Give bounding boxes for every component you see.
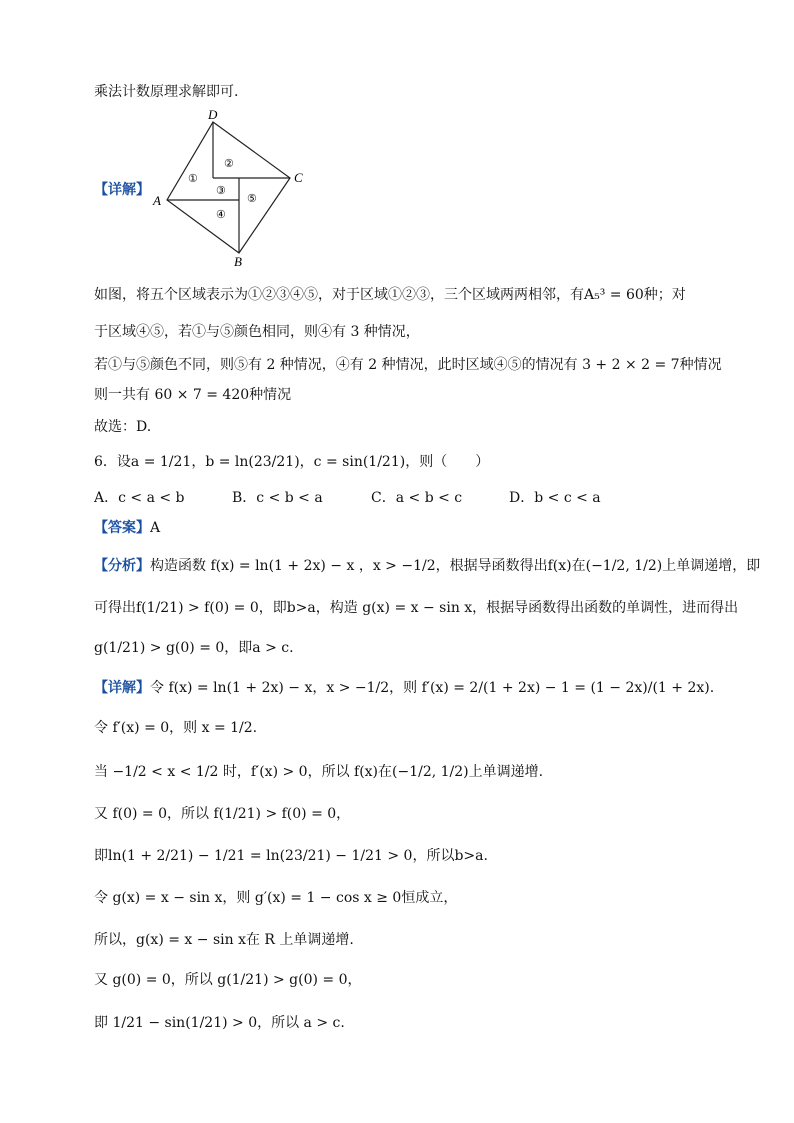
detail2-line-1	[94, 678, 714, 698]
detail-line-5: 故选：D.	[94, 419, 152, 435]
answer-value: A	[150, 520, 161, 536]
analysis-line-3: g(1/21) > g(0) = 0，即a > c.	[94, 640, 294, 656]
detail2-line-3: 当 −1/2 < x < 1/2 时，f′(x) > 0，所以 f(x)在(−1/2, 1/2)上单调递增.	[94, 764, 544, 780]
analysis-text-1: 构造函数 f(x) = ln(1 + 2x) − x ，x > −1/2，根据导函数得出f(x)在(−1/2, 1/2)上单调递增，即	[150, 558, 761, 574]
option-b: B．c < b < a	[232, 490, 323, 506]
answer-label: 【答案】	[94, 520, 150, 536]
detail2-line-2: 令 f′(x) = 0，则 x = 1/2.	[94, 720, 258, 736]
region-label-5: ⑤	[247, 193, 257, 205]
detail2-line-9: 即 1/21 − sin(1/21) > 0，所以 a > c.	[94, 1015, 345, 1031]
square-region-figure	[150, 110, 310, 270]
detail2-line-6: 令 g(x) = x − sin x，则 g′(x) = 1 − cos x ≥ 0恒成立，	[94, 890, 458, 906]
intro-text: 乘法计数原理求解即可.	[94, 84, 239, 100]
detail2-line-7: 所以，g(x) = x − sin x在 R 上单调递增.	[94, 932, 354, 948]
detail2-line-8: 又 g(0) = 0，所以 g(1/21) > g(0) = 0，	[94, 972, 362, 988]
detail-line-4: 则一共有 60 × 7 = 420种情况	[94, 387, 292, 403]
vertex-label-d: D	[208, 110, 218, 122]
detail-label: 【详解】	[94, 182, 150, 198]
vertex-label-b: B	[234, 254, 242, 269]
analysis-line-2: 可得出f(1/21) > f(0) = 0，即b>a，构造 g(x) = x − sin x，根据导函数得出函数的单调性，进而得出	[94, 600, 739, 616]
vertex-label-a: A	[153, 193, 161, 208]
region-label-4: ④	[216, 209, 226, 221]
analysis-label: 【分析】	[94, 558, 150, 574]
analysis-line-1	[94, 556, 760, 576]
vertex-label-c: C	[294, 170, 303, 185]
detail-line-3: 若①与⑤颜色不同，则⑤有 2 种情况，④有 2 种情况，此时区域④⑤的情况有 3 + 2 × 2 = 7种情况	[94, 357, 722, 373]
detail-line-2: 于区域④⑤，若①与⑤颜色相同，则④有 3 种情况，	[94, 324, 420, 340]
detail2-text-1: 令 f(x) = ln(1 + 2x) − x，x > −1/2，则 f′(x) = 2/(1 + 2x) − 1 = (1 − 2x)/(1 + 2x).	[150, 680, 715, 696]
detail-line-1: 如图，将五个区域表示为①②③④⑤，对于区域①②③，三个区域两两相邻，有A₅³ = 60种；对	[94, 287, 686, 303]
option-c: C．a < b < c	[371, 490, 463, 506]
option-a: A．c < a < b	[94, 490, 185, 506]
question-6-stem: 6．设a = 1/21，b = ln(23/21)，c = sin(1/21)，则（ ）	[94, 454, 490, 470]
outer-square	[167, 122, 290, 253]
region-label-1: ①	[188, 173, 198, 185]
detail2-line-4: 又 f(0) = 0，所以 f(1/21) > f(0) = 0，	[94, 806, 351, 822]
detail2-label: 【详解】	[94, 680, 150, 696]
detail2-line-5: 即ln(1 + 2/21) − 1/21 = ln(23/21) − 1/21 > 0，所以b>a.	[94, 848, 488, 864]
answer-line	[94, 518, 160, 538]
option-d: D．b < c < a	[509, 490, 601, 506]
region-label-2: ②	[224, 158, 234, 170]
region-label-3: ③	[216, 185, 226, 197]
